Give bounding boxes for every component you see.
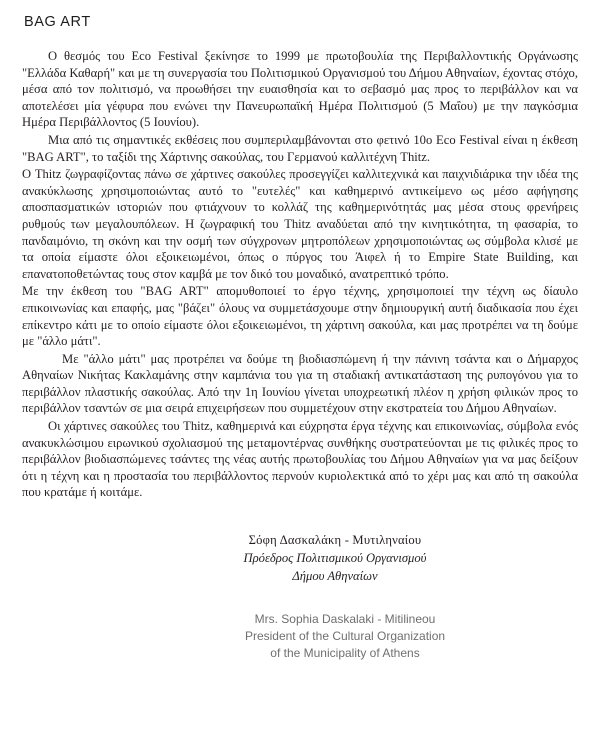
paragraph-3: Ο Thitz ζωγραφίζοντας πάνω σε χάρτινες σακούλες προσεγγίζει καλλιτεχνικά και παιχνιδιάρικα την ιδέα της ανακύκλωσης χρησιμοποιώντας αυτό το "ευτελές" και καθημερινό αντικείμενο ως μέσο αφήγησης αποσπασματικών ιστοριών που φτιάχνουν το κολλάζ της καθημερινότητάς μας μέσα στους φρενήρεις ρυθμούς των μεγαλουπόλεων. Η ζωγραφική του Thitz αναδύεται από την κινητικότητα, τη φασαρία, το πανδαιμόνιο, τη σκόνη και την οσμή των σύγχρονων μητροπόλεων χρησιμοποιώντας ως σύμβολα κλισέ με τα οποία είμαστε όλοι εξοικειωμένοι, όπως ο πύργος του Άιφελ ή το Empire State Building, και επανατοποθετώντας τους στον καμβά με τον δικό του μοναδικό, ανατρεπτικό τρόπο.: [22, 167, 578, 281]
signature-english-title-line1: President of the Cultural Organization: [244, 629, 446, 644]
signature-greek-title-line2: Δήμου Αθηναίων: [292, 569, 378, 584]
paragraph-2: Μια από τις σημαντικές εκθέσεις που συμπεριλαμβάνονται στο φετινό 10ο Eco Festival είναι η έκθεση "BAG ART", το ταξίδι της Χάρτινης σακούλας, του Γερμανού καλλιτέχνη Thitz.: [22, 132, 578, 164]
paragraph-1: Ο θεσμός του Eco Festival ξεκίνησε το 1999 με πρωτοβουλία της Περιβαλλοντικής Οργάνωσης "Ελλάδα Καθαρή" και με τη συνεργασία του Πολιτισμικού Οργανισμού του Δήμου Αθηναίων, έχοντας στόχο, μέσα από τον πολιτισμό, να προωθήσει την ευαισθησία και το σεβασμό μας προς το περιβάλλον και να αποτελέσει μία γέφυρα που ενώνει την Πανευρωπαϊκή Ημέρα Πολιτισμού (5 Μαΐου) με την παγκόσμια Ημέρα Περιβάλλοντος (5 Ιουνίου).: [22, 49, 578, 130]
paragraph-5: Με "άλλο μάτι" μας προτρέπει να δούμε τη βιοδιασπώμενη ή την πάνινη τσάντα και ο Δήμαρχος Αθηναίων Νικήτας Κακλαμάνης στην καμπάνια του για τη σταδιακή αντικατάσταση της ρυπογόνου για το περιβάλλον πλαστικής σακούλας. Από την 1η Ιουνίου γίνεται υποχρεωτική πλέον η χρήση φιλικών προς το περιβάλλον τσαντών σε μια σειρά επιχειρήσεων που συμμετέχουν στην εκστρατεία του Δήμου Αθηναίων.: [22, 351, 578, 416]
document-body: [22, 48, 578, 501]
signature-greek-title-line1: Πρόεδρος Πολιτισμικού Οργανισμού: [243, 551, 427, 566]
signature-greek-name: Σόφη Δασκαλάκη - Μυτιληναίου: [248, 533, 422, 548]
paragraph-6: Οι χάρτινες σακούλες του Thitz, καθημερινά και εύχρηστα έργα τέχνης και επικοινωνίας, σύμβολα ενός ανακυκλώσιμου ειρωνικού σχολιασμού της μεταμοντέρνας συνθήκης συστρατεύονται με τις φιλικές προς το περιβάλλον βιοδιασπώμενες τσάντες της νέας αυτής πρωτοβουλίας του Δήμου Αθηναίων για να μας δείξουν ότι η τέχνη και η προστασία του περιβάλλοντος περνούν κυριολεκτικά από το χέρι μας και από τη σακούλα που κρατάμε ή κοιτάμε.: [22, 419, 578, 500]
signature-english-name: Mrs. Sophia Daskalaki - Mitilineou: [254, 612, 436, 627]
page-title: BAG ART: [24, 14, 91, 30]
signature-greek: [22, 531, 578, 585]
signature-english: [22, 611, 578, 662]
paragraph-4: Με την έκθεση του "BAG ART" απομυθοποιεί το έργο τέχνης, χρησιμοποιεί την τέχνη ως δίαυλο επικοινωνίας και επαφής, μας "βάζει" όλους να συμμετάσχουμε στην δημιουργική αυτή διαδικασία που έχει επίκεντρο κάτι με το οποίο είμαστε όλοι εξοικειωμένοι, τη χάρτινη σακούλα, και μας προτρέπει να τη δούμε με "άλλο μάτι".: [22, 284, 578, 349]
signature-english-title-line2: of the Municipality of Athens: [270, 646, 420, 661]
